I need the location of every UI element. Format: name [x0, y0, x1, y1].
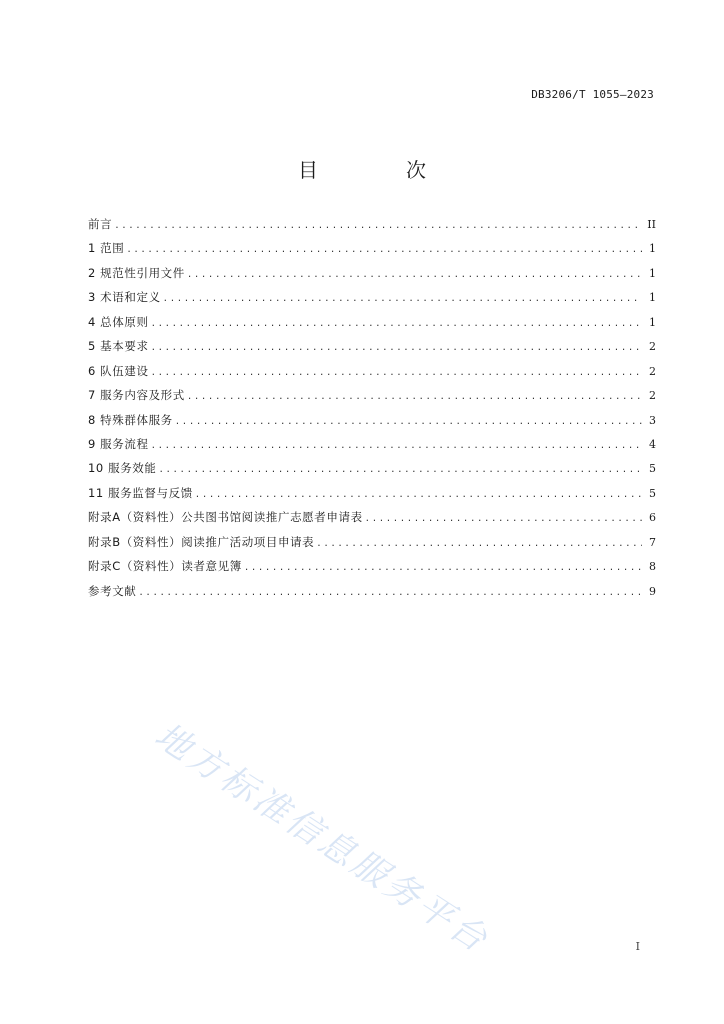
toc-entry-page: 5 — [649, 462, 656, 476]
toc-entry-basic-requirements[interactable] — [88, 338, 656, 362]
toc-leader-dots — [126, 245, 642, 255]
toc-entry-page: 5 — [649, 486, 656, 500]
toc-entry-page: 6 — [649, 511, 656, 525]
toc-entry-general-principles[interactable] — [88, 314, 656, 338]
document-code: DB3206/T 1055—2023 — [531, 88, 654, 101]
toc-entry-label: 2 规范性引用文件 — [88, 265, 185, 280]
toc-entry-label: 1 范围 — [88, 241, 125, 256]
toc-entry-page: 4 — [649, 437, 656, 451]
toc-entry-scope[interactable] — [88, 240, 656, 264]
toc-entry-supervision-feedback[interactable] — [88, 485, 656, 509]
toc-entry-label: 附录A（资料性）公共图书馆阅读推广志愿者申请表 — [88, 510, 363, 525]
toc-entry-page: 2 — [649, 389, 656, 403]
toc-entry-appendix-b[interactable] — [88, 534, 656, 558]
page-number: I — [635, 940, 640, 953]
toc-entry-label: 前言 — [88, 217, 113, 231]
toc-entry-label: 6 队伍建设 — [88, 363, 149, 378]
toc-entry-label: 8 特殊群体服务 — [88, 412, 173, 427]
toc-entry-label: 9 服务流程 — [88, 436, 149, 451]
toc-entry-appendix-a[interactable] — [88, 509, 656, 533]
toc-entry-appendix-c[interactable] — [88, 558, 656, 582]
toc-leader-dots — [195, 490, 642, 500]
toc-leader-dots — [151, 441, 642, 451]
toc-leader-dots — [151, 343, 642, 353]
toc-entry-terms-definitions[interactable] — [88, 289, 656, 313]
toc-leader-dots — [175, 417, 642, 427]
toc-entry-label: 10 服务效能 — [88, 461, 157, 476]
toc-entry-label: 3 术语和定义 — [88, 290, 161, 305]
toc-entry-service-process[interactable] — [88, 436, 656, 460]
toc-entry-page: 1 — [649, 266, 656, 280]
toc-title: 目 次 — [298, 158, 460, 182]
toc-entry-page: II — [647, 218, 656, 231]
toc-entry-label: 4 总体原则 — [88, 314, 149, 329]
toc-entry-page: 1 — [649, 315, 656, 329]
toc-entry-page: 7 — [649, 535, 656, 549]
watermark-text: 地方标准信息服务平台 — [147, 715, 497, 962]
toc-entry-page: 2 — [649, 364, 656, 378]
toc-entry-label: 5 基本要求 — [88, 339, 149, 354]
toc-leader-dots — [365, 514, 642, 524]
toc-entry-label: 11 服务监督与反馈 — [88, 485, 193, 500]
toc-leader-dots — [187, 270, 642, 280]
toc-entry-bibliography[interactable] — [88, 583, 656, 607]
toc-entry-label: 附录B（资料性）阅读推广活动项目申请表 — [88, 534, 315, 549]
toc-leader-dots — [159, 465, 643, 475]
toc-entry-special-groups[interactable] — [88, 412, 656, 436]
toc-entry-page: 9 — [649, 584, 656, 598]
toc-entry-page: 1 — [649, 291, 656, 305]
toc-leader-dots — [114, 221, 641, 231]
toc-entry-page: 1 — [649, 242, 656, 256]
toc-leader-dots — [187, 392, 642, 402]
toc-leader-dots — [138, 588, 642, 598]
toc-leader-dots — [244, 563, 642, 573]
toc-entry-label: 7 服务内容及形式 — [88, 388, 185, 403]
toc-entry-label: 参考文献 — [88, 583, 137, 598]
toc-leader-dots — [151, 319, 642, 329]
toc-leader-dots — [316, 539, 642, 549]
toc-entry-page: 2 — [649, 340, 656, 354]
toc-entry-service-content[interactable] — [88, 387, 656, 411]
toc-leader-dots — [163, 294, 642, 304]
toc-list — [88, 216, 656, 607]
toc-leader-dots — [151, 368, 642, 378]
toc-entry-foreword[interactable] — [88, 216, 656, 240]
toc-entry-team-building[interactable] — [88, 363, 656, 387]
toc-entry-normative-references[interactable] — [88, 265, 656, 289]
toc-entry-label: 附录C（资料性）读者意见簿 — [88, 559, 242, 574]
toc-entry-page: 3 — [649, 413, 656, 427]
toc-entry-service-efficiency[interactable] — [88, 460, 656, 484]
toc-entry-page: 8 — [649, 560, 656, 574]
